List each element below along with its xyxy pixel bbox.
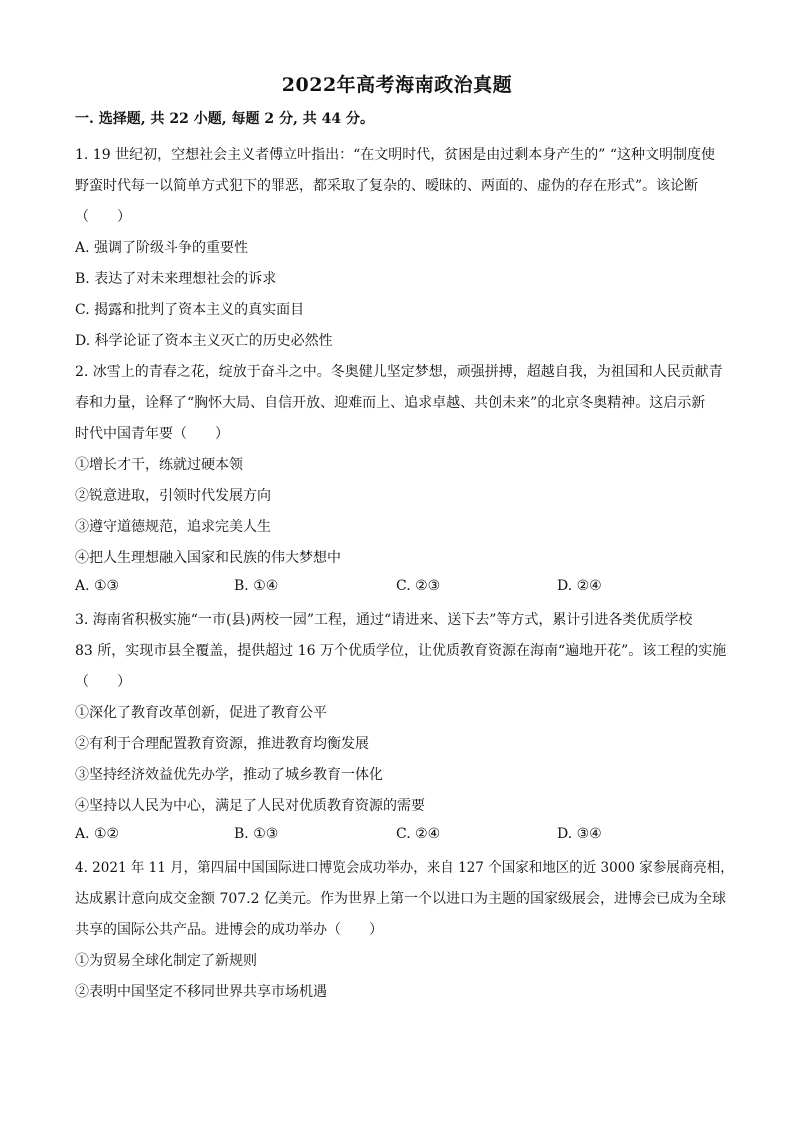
statement-item: ④把人生理想融入国家和民族的伟大梦想中 <box>75 550 341 566</box>
answer-option: C. ②③ <box>396 578 441 594</box>
question-stem-line: 达成累计意向成交金额 707.2 亿美元。作为世界上第一个以进口为主题的国家级展会，进博会已成为全球 <box>75 891 726 907</box>
question-stem-line: 春和力量，诠释了“胸怀大局、自信开放、迎难而上、追求卓越、共创未来”的北京冬奥精神。这启示新 <box>75 395 706 411</box>
question-stem-line: 共享的国际公共产品。进博会的成功举办（ ） <box>75 922 383 938</box>
section-heading: 一. 选择题, 共 22 小题, 每题 2 分, 共 44 分。 <box>75 111 374 127</box>
statement-item: ②表明中国坚定不移同世界共享市场机遇 <box>75 984 327 1000</box>
answer-option: D. ③④ <box>557 826 602 842</box>
question-stem-line: 时代中国青年要（ ） <box>75 426 229 442</box>
answer-option: A. 强调了阶级斗争的重要性 <box>75 240 249 256</box>
question-stem-line: 83 所，实现市县全覆盖，提供超过 16 万个优质学位，让优质教育资源在海南“遍地开花”。该工程的实施 <box>75 643 727 659</box>
answer-option: D. ②④ <box>557 578 602 594</box>
statement-item: ④坚持以人民为中心，满足了人民对优质教育资源的需要 <box>75 798 425 814</box>
answer-option: B. ①③ <box>234 826 279 842</box>
statement-item: ②锐意进取，引领时代发展方向 <box>75 488 271 504</box>
statement-item: ③遵守道德规范，追求完美人生 <box>75 519 271 535</box>
question-stem-line: 4. 2021 年 11 月，第四届中国国际进口博览会成功举办，来自 127 个国家和地区的近 3000 家参展商亮相， <box>75 860 734 876</box>
answer-option: A. ①② <box>75 826 120 842</box>
answer-option: B. ①④ <box>234 578 279 594</box>
statement-item: ①为贸易全球化制定了新规则 <box>75 953 257 969</box>
question-stem-line: 1. 19 世纪初，空想社会主义者傅立叶指出：“在文明时代，贫困是由过剩本身产生的” “这种文明制度使 <box>75 147 715 163</box>
question-stem-line: 野蛮时代每一以简单方式犯下的罪恶，都采取了复杂的、暧昧的、两面的、虚伪的存在形式”。该论断 <box>75 178 699 194</box>
answer-option: C. ②④ <box>396 826 441 842</box>
answer-option: C. 揭露和批判了资本主义的真实面目 <box>75 302 305 318</box>
document-title: 2022年高考海南政治真题 <box>281 74 513 96</box>
answer-option: A. ①③ <box>75 578 120 594</box>
statement-item: ①深化了教育改革创新，促进了教育公平 <box>75 705 327 721</box>
statement-item: ③坚持经济效益优先办学，推动了城乡教育一体化 <box>75 767 383 783</box>
question-stem-line: 2. 冰雪上的青春之花，绽放于奋斗之中。冬奥健儿坚定梦想，顽强拼搏，超越自我，为祖国和人民贡献青 <box>75 364 723 380</box>
question-stem-line: （ ） <box>75 674 131 690</box>
question-stem-line: （ ） <box>75 209 131 225</box>
statement-item: ②有利于合理配置教育资源，推进教育均衡发展 <box>75 736 369 752</box>
answer-option: B. 表达了对未来理想社会的诉求 <box>75 271 277 287</box>
answer-option: D. 科学论证了资本主义灭亡的历史必然性 <box>75 333 333 349</box>
question-stem-line: 3. 海南省积极实施“一市(县)两校一园”工程，通过“请进来、送下去”等方式，累计引进各类优质学校 <box>75 612 693 628</box>
statement-item: ①增长才干，练就过硬本领 <box>75 457 243 473</box>
